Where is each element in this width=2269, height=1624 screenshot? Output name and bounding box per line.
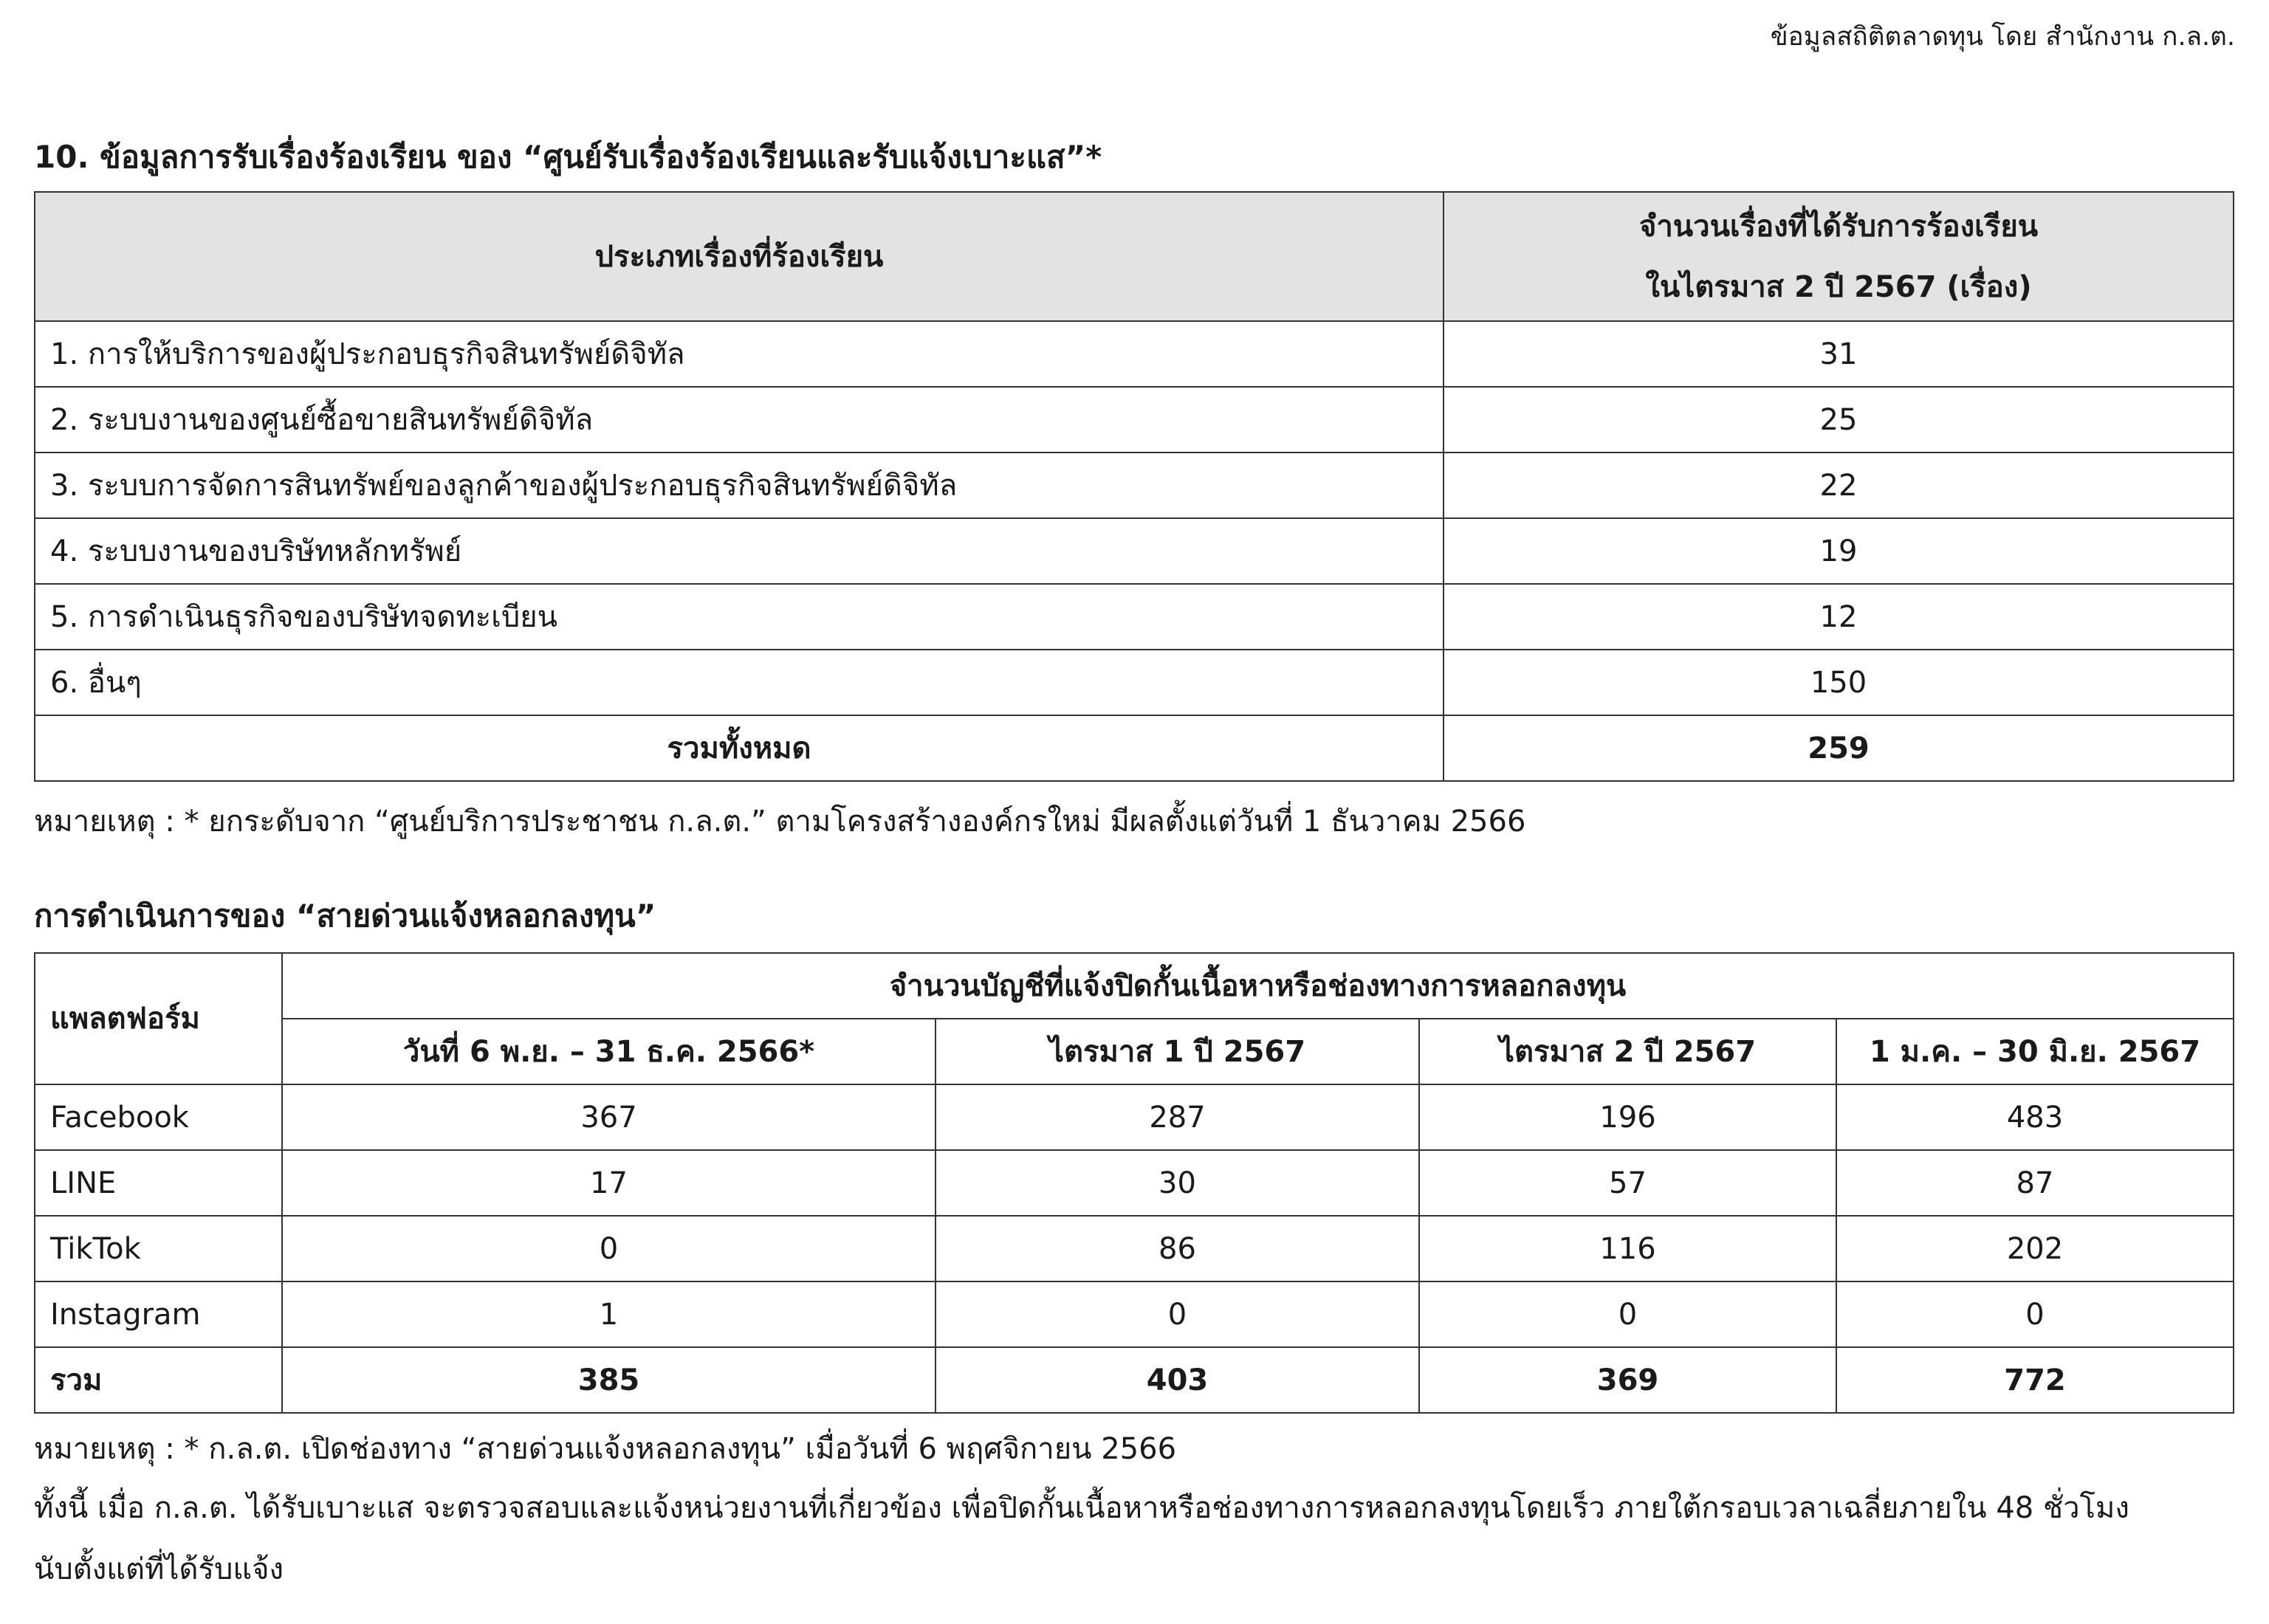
value-cell: 196 bbox=[1419, 1084, 1836, 1150]
table-row bbox=[35, 387, 2234, 453]
period-header: 1 ม.ค. – 30 มิ.ย. 2567 bbox=[1836, 1019, 2234, 1084]
table-row bbox=[35, 650, 2234, 715]
hotline-header-row-1 bbox=[35, 953, 2234, 1019]
account-count-group-header: จำนวนบัญชีที่แจ้งปิดกั้นเนื้อหาหรือช่องทางการหลอกลงทุน bbox=[282, 953, 2234, 1019]
table-row bbox=[35, 1281, 2234, 1347]
category-cell: 6. อื่นๆ bbox=[35, 650, 1444, 715]
total-value-cell: 403 bbox=[936, 1347, 1419, 1413]
value-cell: 287 bbox=[936, 1084, 1419, 1150]
category-cell: 5. การดำเนินธุรกิจของบริษัทจดทะเบียน bbox=[35, 584, 1444, 650]
table-row bbox=[35, 1084, 2234, 1150]
section-10-title: 10. ข้อมูลการรับเรื่องร้องเรียน ของ “ศูนย์รับเรื่องร้องเรียนและรับแจ้งเบาะแส”* bbox=[34, 139, 1102, 175]
table-row bbox=[35, 321, 2234, 387]
value-cell: 483 bbox=[1836, 1084, 2234, 1150]
hotline-explanation: ทั้งนี้ เมื่อ ก.ล.ต. ได้รับเบาะแส จะตรวจสอบและแจ้งหน่วยงานที่เกี่ยวข้อง เพื่อปิดกั้นเนื้อหาหรือช่องทางการหลอกลงทุนโดยเร็ว ภายใต้กรอบเวลาเฉลี่ยภายใน 48 ชั่วโมง bbox=[34, 1491, 2129, 1525]
count-cell: 22 bbox=[1444, 453, 2234, 518]
total-label: รวม bbox=[35, 1347, 282, 1413]
value-cell: 17 bbox=[282, 1150, 936, 1216]
value-cell: 87 bbox=[1836, 1150, 2234, 1216]
period-header: ไตรมาส 2 ปี 2567 bbox=[1419, 1019, 1836, 1084]
hotline-section-title: การดำเนินการของ “สายด่วนแจ้งหลอกลงทุน” bbox=[34, 898, 656, 934]
count-header-line-1: จำนวนเรื่องที่ได้รับการร้องเรียน bbox=[1638, 209, 2039, 244]
count-cell: 25 bbox=[1444, 387, 2234, 453]
total-row bbox=[35, 1347, 2234, 1413]
table-row bbox=[35, 1216, 2234, 1281]
platform-cell: Instagram bbox=[35, 1281, 282, 1347]
total-value-cell: 385 bbox=[282, 1347, 936, 1413]
value-cell: 0 bbox=[936, 1281, 1419, 1347]
platform-cell: TikTok bbox=[35, 1216, 282, 1281]
hotline-header-row-2 bbox=[35, 1019, 2234, 1084]
total-value-cell: 369 bbox=[1419, 1347, 1836, 1413]
count-column-header bbox=[1444, 192, 2234, 321]
value-cell: 30 bbox=[936, 1150, 1419, 1216]
period-header: วันที่ 6 พ.ย. – 31 ธ.ค. 2566* bbox=[282, 1019, 936, 1084]
count-cell: 150 bbox=[1444, 650, 2234, 715]
complaints-table bbox=[34, 191, 2234, 782]
value-cell: 0 bbox=[1836, 1281, 2234, 1347]
category-cell: 4. ระบบงานของบริษัทหลักทรัพย์ bbox=[35, 518, 1444, 584]
value-cell: 86 bbox=[936, 1216, 1419, 1281]
platform-cell: LINE bbox=[35, 1150, 282, 1216]
value-cell: 367 bbox=[282, 1084, 936, 1150]
value-cell: 1 bbox=[282, 1281, 936, 1347]
complaints-header-row bbox=[35, 192, 2234, 321]
table-row bbox=[35, 1150, 2234, 1216]
source-attribution: ข้อมูลสถิติตลาดทุน โดย สำนักงาน ก.ล.ต. bbox=[1770, 22, 2235, 52]
hotline-explanation-continued: นับตั้งแต่ที่ได้รับแจ้ง bbox=[34, 1552, 284, 1586]
value-cell: 116 bbox=[1419, 1216, 1836, 1281]
total-count: 259 bbox=[1444, 715, 2234, 781]
platform-column-header: แพลตฟอร์ม bbox=[35, 953, 282, 1084]
table-row bbox=[35, 584, 2234, 650]
table-row bbox=[35, 453, 2234, 518]
category-cell: 2. ระบบงานของศูนย์ซื้อขายสินทรัพย์ดิจิทัล bbox=[35, 387, 1444, 453]
count-cell: 19 bbox=[1444, 518, 2234, 584]
platform-cell: Facebook bbox=[35, 1084, 282, 1150]
category-column-header: ประเภทเรื่องที่ร้องเรียน bbox=[35, 192, 1444, 321]
hotline-table bbox=[34, 952, 2234, 1414]
hotline-footnote: หมายเหตุ : * ก.ล.ต. เปิดช่องทาง “สายด่วนแจ้งหลอกลงทุน” เมื่อวันที่ 6 พฤศจิกายน 2566 bbox=[34, 1432, 1177, 1466]
value-cell: 0 bbox=[282, 1216, 936, 1281]
total-value-cell: 772 bbox=[1836, 1347, 2234, 1413]
value-cell: 57 bbox=[1419, 1150, 1836, 1216]
table-row bbox=[35, 518, 2234, 584]
count-cell: 31 bbox=[1444, 321, 2234, 387]
total-row bbox=[35, 715, 2234, 781]
period-header: ไตรมาส 1 ปี 2567 bbox=[936, 1019, 1419, 1084]
count-header-line-2: ในไตรมาส 2 ปี 2567 (เรื่อง) bbox=[1645, 269, 2032, 304]
category-cell: 1. การให้บริการของผู้ประกอบธุรกิจสินทรัพย์ดิจิทัล bbox=[35, 321, 1444, 387]
value-cell: 0 bbox=[1419, 1281, 1836, 1347]
total-label: รวมทั้งหมด bbox=[35, 715, 1444, 781]
count-cell: 12 bbox=[1444, 584, 2234, 650]
value-cell: 202 bbox=[1836, 1216, 2234, 1281]
complaints-footnote: หมายเหตุ : * ยกระดับจาก “ศูนย์บริการประชาชน ก.ล.ต.” ตามโครงสร้างองค์กรใหม่ มีผลตั้งแต่วันที่ 1 ธันวาคม 2566 bbox=[34, 805, 1526, 839]
category-cell: 3. ระบบการจัดการสินทรัพย์ของลูกค้าของผู้ประกอบธุรกิจสินทรัพย์ดิจิทัล bbox=[35, 453, 1444, 518]
